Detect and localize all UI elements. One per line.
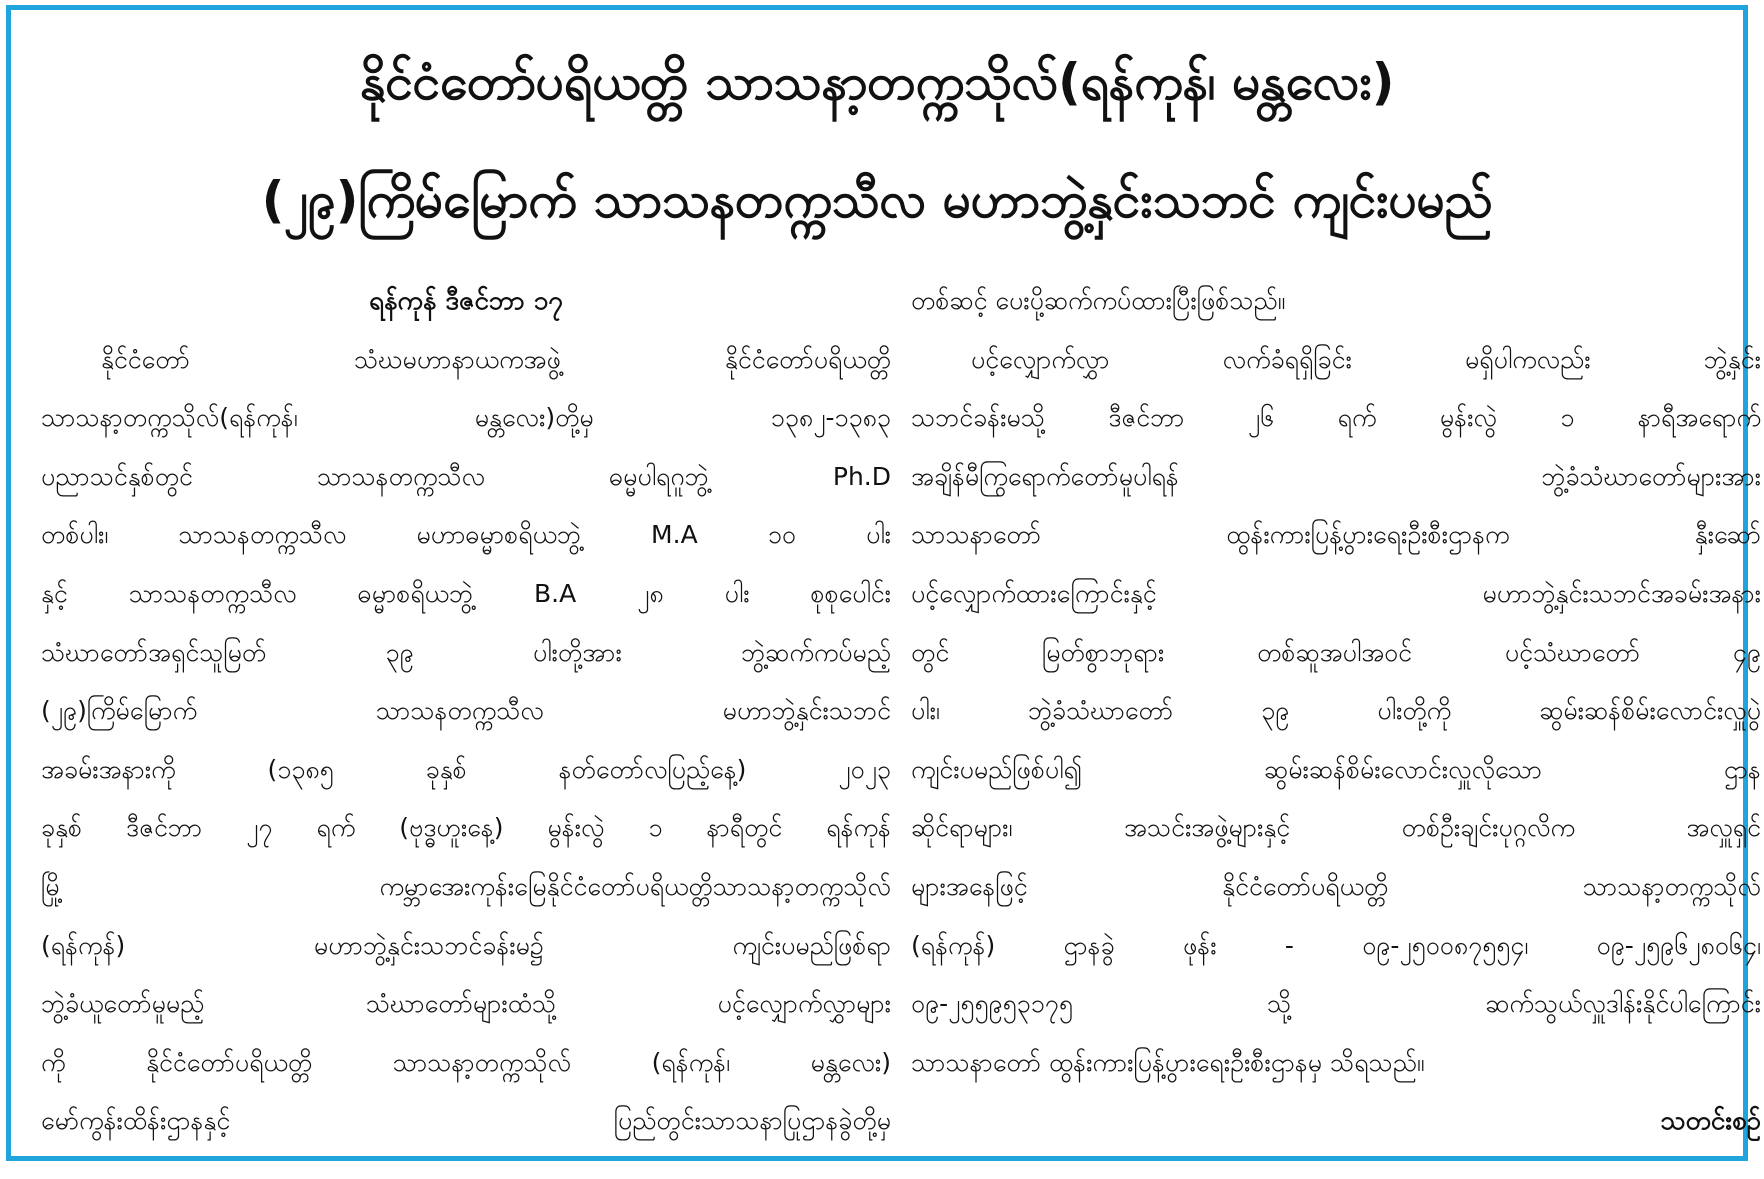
- body-line: နှင့် သာသနတက္ကသီလ ဓမ္မာစရိယဘွဲ့ B.A ၂၈ ပါး စုစုပေါင်း: [41, 578, 891, 608]
- left-column: [41, 272, 891, 1151]
- body-line: ကျင်းပမည်ဖြစ်ပါ၍ ဆွမ်းဆန်စိမ်းလောင်းလှူလိုသော ဌာန: [911, 754, 1761, 784]
- byline: သတင်းစဉ်: [1660, 1106, 1761, 1137]
- body-line: အခမ်းအနားကို (၁၃၈၅ ခုနှစ် နတ်တော်လပြည့်နေ့) ၂၀၂၃: [41, 754, 891, 784]
- body-line: တွင် မြတ်စွာဘုရား တစ်ဆူအပါအဝင် ပင့်သံဃာတော် ၄၉: [911, 637, 1761, 667]
- body-line: (၂၉)ကြိမ်မြောက် သာသနတက္ကသီလ မဟာဘွဲ့နှင်းသဘင်: [41, 696, 891, 726]
- headline-line-1: နိုင်ငံတော်ပရိယတ္တိ သာသနာ့တက္ကသိုလ်(ရန်ကုန်၊ မန္တလေး): [359, 53, 1395, 111]
- body-line: များအနေဖြင့် နိုင်ငံတော်ပရိယတ္တိ သာသနာ့တက္ကသိုလ်: [911, 871, 1761, 901]
- body-line: သာသနာတော် ထွန်းကားပြန့်ပွားရေးဦးစီးဌာနမှ သိရသည်။: [911, 1047, 1425, 1077]
- body-line: အချိန်မီကြွရောက်တော်မူပါရန် ဘွဲ့ခံသံဃာတော်များအား: [911, 461, 1761, 491]
- body-line: ဆိုင်ရာများ၊ အသင်းအဖွဲ့များနှင့် တစ်ဦးချင်းပုဂ္ဂလိက အလှူရှင်: [911, 813, 1761, 843]
- body-line: သံဃာတော်အရှင်သူမြတ် ၃၉ ပါးတို့အား ဘွဲ့ဆက်ကပ်မည့်: [41, 637, 891, 667]
- body-line: (ရန်ကုန်) ဌာနခွဲ ဖုန်း - ၀၉-၂၅၀၀၈၇၅၅၄၊ ၀၉-၂၅၉၆၂၈၀၆၄၊: [911, 930, 1761, 960]
- body-line: သာသနာတော် ထွန်းကားပြန့်ပွားရေးဦးစီးဌာနက နှီးဆော်: [911, 520, 1761, 550]
- body-line: ပင့်လျှောက်ထားကြောင်းနှင့် မဟာဘွဲ့နှင်းသဘင်အခမ်းအနား: [911, 578, 1761, 608]
- body-line: တစ်ပါး၊ သာသနတက္ကသီလ မဟာဓမ္မာစရိယဘွဲ့ M.A ၁၀ ပါး: [41, 520, 891, 550]
- body-line: (ရန်ကုန်) မဟာဘွဲ့နှင်းသဘင်ခန်းမ၌ ကျင်းပမည်ဖြစ်ရာ: [41, 930, 891, 960]
- dateline: ရန်ကုန် ဒီဇင်ဘာ ၁၇: [369, 286, 563, 316]
- body-line: မော်ကွန်းထိန်းဌာနနှင့် ပြည်တွင်းသာသနာပြုဌာနခွဲတို့မှ: [41, 1106, 891, 1136]
- body-line: နိုင်ငံတော် သံဃမဟာနာယကအဖွဲ့ နိုင်ငံတော်ပရိယတ္တိ: [101, 344, 891, 374]
- body-line: ခုနှစ် ဒီဇင်ဘာ ၂၇ ရက် (ဗုဒ္ဓဟူးနေ့) မွန်းလွဲ ၁ နာရီတွင် ရန်ကုန်: [41, 813, 891, 843]
- body-line: ကို နိုင်ငံတော်ပရိယတ္တိ သာသနာ့တက္ကသိုလ် (ရန်ကုန်၊ မန္တလေး): [41, 1047, 891, 1077]
- body-line: ဘွဲ့ခံယူတော်မူမည့် သံဃာတော်များထံသို့ ပင့်လျှောက်လွှာများ: [41, 989, 891, 1019]
- body-line: တစ်ဆင့် ပေးပို့ဆက်ကပ်ထားပြီးဖြစ်သည်။: [911, 286, 1286, 315]
- body-line: မြို့ ကမ္ဘာအေးကုန်းမြေနိုင်ငံတော်ပရိယတ္တိသာသနာ့တက္ကသိုလ်: [41, 871, 891, 901]
- headline-line-2: (၂၉)ကြိမ်မြောက် သာသနတက္ကသီလ မဟာဘွဲ့နှင်းသဘင် ကျင်းပမည်: [261, 171, 1493, 229]
- body-line: သဘင်ခန်းမသို့ ဒီဇင်ဘာ ၂၆ ရက် မွန်းလွဲ ၁ နာရီအရောက်: [911, 403, 1761, 433]
- body-line: သာသနာ့တက္ကသိုလ်(ရန်ကုန်၊ မန္တလေး)တို့မှ ၁၃၈၂-၁၃၈၃: [41, 403, 891, 433]
- body-line: ပင့်လျှောက်လွှာ လက်ခံရရှိခြင်း မရှိပါကလည်း ဘွဲ့နှင်း: [971, 344, 1761, 374]
- article-frame: [6, 5, 1761, 1161]
- right-column: [911, 272, 1761, 1151]
- body-line: ၀၉-၂၅၅၉၅၃၁၇၅ သို့ ဆက်သွယ်လှူဒါန်းနိုင်ပါကြောင်း: [911, 989, 1761, 1019]
- body-line: ပညာသင်နှစ်တွင် သာသနတက္ကသီလ ဓမ္မပါရဂူဘွဲ့ Ph.D: [41, 461, 891, 491]
- body-line: ပါး၊ ဘွဲ့ခံသံဃာတော် ၃၉ ပါးတို့ကို ဆွမ်းဆန်စိမ်းလောင်းလှူပွဲ: [911, 696, 1761, 726]
